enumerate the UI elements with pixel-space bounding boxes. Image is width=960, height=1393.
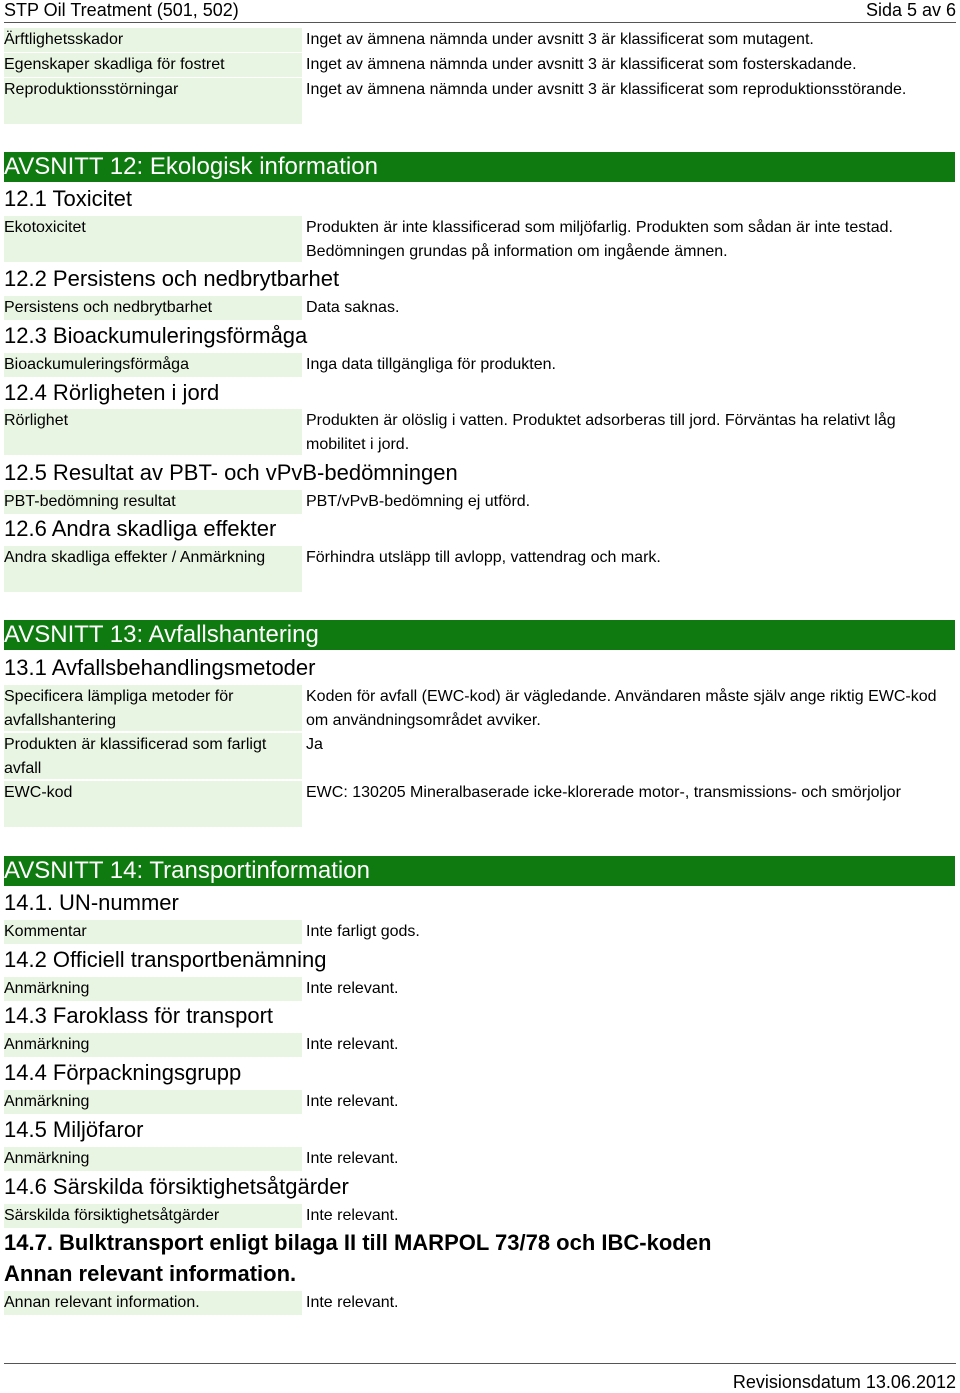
row-label: Rörlighet — [4, 409, 302, 455]
subheading-14-7: 14.7. Bulktransport enligt bilaga II till MARPOL 73/78 och IBC-koden — [4, 1230, 712, 1255]
row-label: Särskilda försiktighetsåtgärder — [4, 1204, 302, 1228]
row-label: Ekotoxicitet — [4, 216, 302, 262]
page-header — [4, 0, 956, 23]
row-value: PBT/vPvB-bedömning ej utförd. — [306, 493, 531, 510]
subheading-14-5: 14.5 Miljöfaror — [4, 1117, 144, 1142]
subheading-14-4: 14.4 Förpackningsgrupp — [4, 1060, 242, 1085]
row-value: Ja — [306, 736, 323, 753]
subheading-12-3: 12.3 Bioackumuleringsförmåga — [4, 323, 308, 348]
section-13-title: AVSNITT 13: Avfallshantering — [4, 620, 955, 650]
row-label: Egenskaper skadliga för fostret — [4, 53, 302, 77]
row-label: Annan relevant information. — [4, 1291, 302, 1315]
row-value: Inte relevant. — [306, 980, 399, 997]
row-label: Ärftlighetsskador — [4, 28, 302, 52]
row-value: Produkten är inte klassificerad som miljöfarlig. Produkten som sådan är inte testad. Bedömningen grundas på information om ingående ämnen. — [306, 219, 893, 260]
row-label: Persistens och nedbrytbarhet — [4, 296, 302, 320]
subheading-12-6: 12.6 Andra skadliga effekter — [4, 516, 277, 541]
row-label: Specificera lämpliga metoder för avfallshantering — [4, 685, 302, 731]
row-value: Inget av ämnena nämnda under avsnitt 3 är klassificerat som reproduktionsstörande. — [306, 81, 907, 98]
row-label: Bioackumuleringsförmåga — [4, 353, 302, 377]
row-label: Andra skadliga effekter / Anmärkning — [4, 546, 302, 592]
row-label: EWC-kod — [4, 781, 302, 827]
row-value: Data saknas. — [306, 299, 400, 316]
row-label: Reproduktionsstörningar — [4, 78, 302, 124]
row-label: Kommentar — [4, 920, 302, 944]
row-value: Koden för avfall (EWC-kod) är vägledande. Användaren måste själv ange riktig EWC-kod om användningsområdet avviker. — [306, 688, 937, 729]
subheading-14-3: 14.3 Faroklass för transport — [4, 1003, 274, 1028]
row-label: PBT-bedömning resultat — [4, 490, 302, 514]
section-12-title: AVSNITT 12: Ekologisk information — [4, 152, 955, 182]
subheading-14-6: 14.6 Särskilda försiktighetsåtgärder — [4, 1174, 349, 1199]
row-value: EWC: 130205 Mineralbaserade icke-klorerade motor-, transmissions- och smörjoljor — [306, 784, 901, 801]
row-value: Inte farligt gods. — [306, 923, 420, 940]
row-value: Inget av ämnena nämnda under avsnitt 3 är klassificerat som fosterskadande. — [306, 56, 857, 73]
section-14-title: AVSNITT 14: Transportinformation — [4, 856, 955, 886]
row-value: Inte relevant. — [306, 1207, 399, 1224]
row-value: Förhindra utsläpp till avlopp, vattendrag och mark. — [306, 549, 661, 566]
subheading-14-1: 14.1. UN-nummer — [4, 890, 179, 915]
row-label: Anmärkning — [4, 1033, 302, 1057]
row-value: Produkten är olöslig i vatten. Produktet adsorberas till jord. Förväntas ha relativt låg mobilitet i jord. — [306, 412, 896, 453]
row-value: Inte relevant. — [306, 1294, 399, 1311]
row-value: Inte relevant. — [306, 1150, 399, 1167]
row-label: Anmärkning — [4, 1147, 302, 1171]
document-title: STP Oil Treatment (501, 502) — [4, 0, 239, 20]
row-value: Inte relevant. — [306, 1036, 399, 1053]
row-value: Inget av ämnena nämnda under avsnitt 3 är klassificerat som mutagent. — [306, 31, 814, 48]
subheading-13-1: 13.1 Avfallsbehandlingsmetoder — [4, 655, 316, 680]
row-label: Produkten är klassificerad som farligt avfall — [4, 733, 302, 779]
row-label: Anmärkning — [4, 977, 302, 1001]
row-label: Anmärkning — [4, 1090, 302, 1114]
revision-date: Revisionsdatum 13.06.2012 — [732, 1372, 956, 1392]
footer-divider — [4, 1363, 956, 1364]
subheading-12-2: 12.2 Persistens och nedbrytbarhet — [4, 266, 340, 291]
subheading-12-1: 12.1 Toxicitet — [4, 186, 133, 211]
page-number: Sida 5 av 6 — [865, 0, 956, 20]
subheading-14-2: 14.2 Officiell transportbenämning — [4, 947, 327, 972]
subheading-12-4: 12.4 Rörligheten i jord — [4, 380, 220, 405]
subheading-12-5: 12.5 Resultat av PBT- och vPvB-bedömningen — [4, 460, 458, 485]
row-value: Inte relevant. — [306, 1093, 399, 1110]
row-value: Inga data tillgängliga för produkten. — [306, 356, 556, 373]
subheading-annan-info: Annan relevant information. — [4, 1261, 297, 1286]
